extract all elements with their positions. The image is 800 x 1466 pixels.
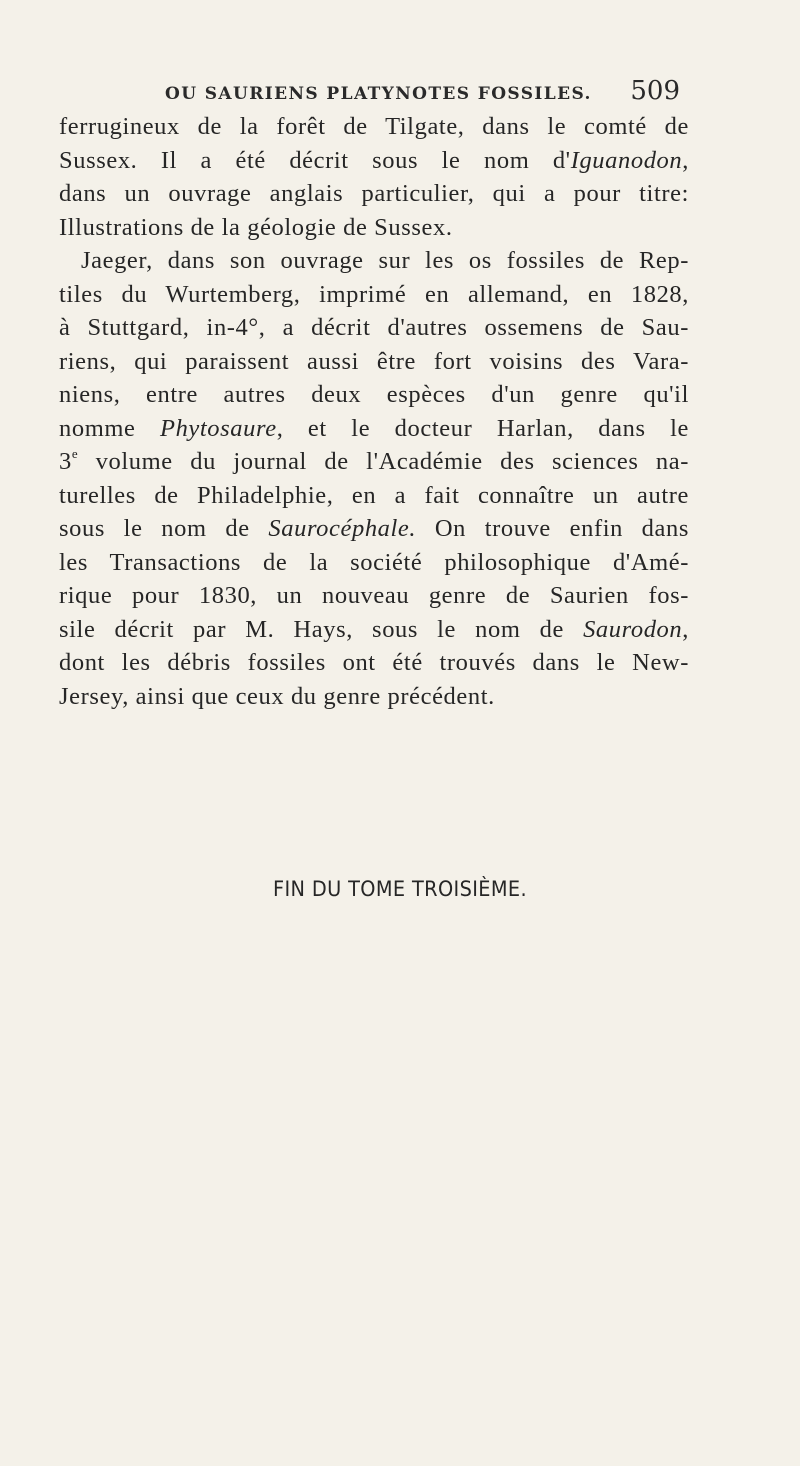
text-line: tiles du Wurtemberg, imprimé en allemand, en 1828, bbox=[59, 280, 689, 308]
text-run: sous le nom de bbox=[59, 515, 269, 542]
text-line: les Transactions de la société philosophique d'Amé- bbox=[59, 548, 689, 576]
running-head bbox=[135, 76, 680, 114]
text-line: à Stuttgard, in-4°, a décrit d'autres ossemens de Sau- bbox=[59, 314, 689, 341]
text-run: , bbox=[682, 146, 689, 174]
text-line: niens, entre autres deux espèces d'un genre qu'il bbox=[59, 381, 689, 408]
text-line: dont les débris fossiles ont été trouvés dans le New- bbox=[59, 649, 689, 676]
text-line: ferrugineux de la forêt de Tilgate, dans le comté de bbox=[59, 113, 689, 140]
text-run: On trouve enfin dans bbox=[416, 515, 689, 542]
text-line bbox=[59, 613, 689, 647]
text-run: , et le docteur Harlan, dans le bbox=[276, 414, 689, 442]
text-line: riens, qui paraissent aussi être fort voisins des Vara- bbox=[59, 347, 689, 375]
text-run: , bbox=[682, 615, 689, 643]
italic-term: Phytosaure bbox=[160, 414, 277, 442]
italic-term: Iguanodon bbox=[570, 146, 683, 174]
superscript: e bbox=[71, 445, 79, 461]
text-line: dans un ouvrage anglais particulier, qui a pour titre: bbox=[59, 180, 689, 207]
body-text bbox=[59, 110, 689, 713]
italic-term: Saurocéphale. bbox=[268, 515, 417, 542]
text-line bbox=[59, 412, 689, 446]
text-run: Sussex. Il a été décrit sous le nom d' bbox=[59, 146, 571, 174]
text-line: turelles de Philadelphie, en a fait connaître un autre bbox=[59, 481, 689, 509]
text-line: Jaeger, dans son ouvrage sur les os fossiles de Rep- bbox=[81, 247, 689, 274]
page-number: 509 bbox=[630, 76, 680, 106]
text-line: rique pour 1830, un nouveau genre de Saurien fos- bbox=[59, 582, 689, 609]
text-run: nomme bbox=[59, 414, 160, 442]
text-run: sile décrit par M. Hays, sous le nom de bbox=[59, 615, 584, 643]
text-line: Illustrations de la géologie de Sussex. bbox=[59, 213, 453, 241]
text-line bbox=[59, 512, 689, 546]
end-note: FIN DU TOME TROISIÈME. bbox=[272, 877, 528, 901]
text-line bbox=[59, 445, 689, 479]
text-run: volume du journal de l'Académie des sciences na- bbox=[78, 448, 689, 475]
italic-term: Saurodon bbox=[583, 615, 683, 643]
text-run: 3 bbox=[59, 448, 72, 475]
text-line: Jersey, ainsi que ceux du genre précédent. bbox=[59, 682, 495, 710]
text-line bbox=[59, 144, 689, 178]
running-title: OU SAURIENS PLATYNOTES FOSSILES. bbox=[165, 84, 592, 104]
